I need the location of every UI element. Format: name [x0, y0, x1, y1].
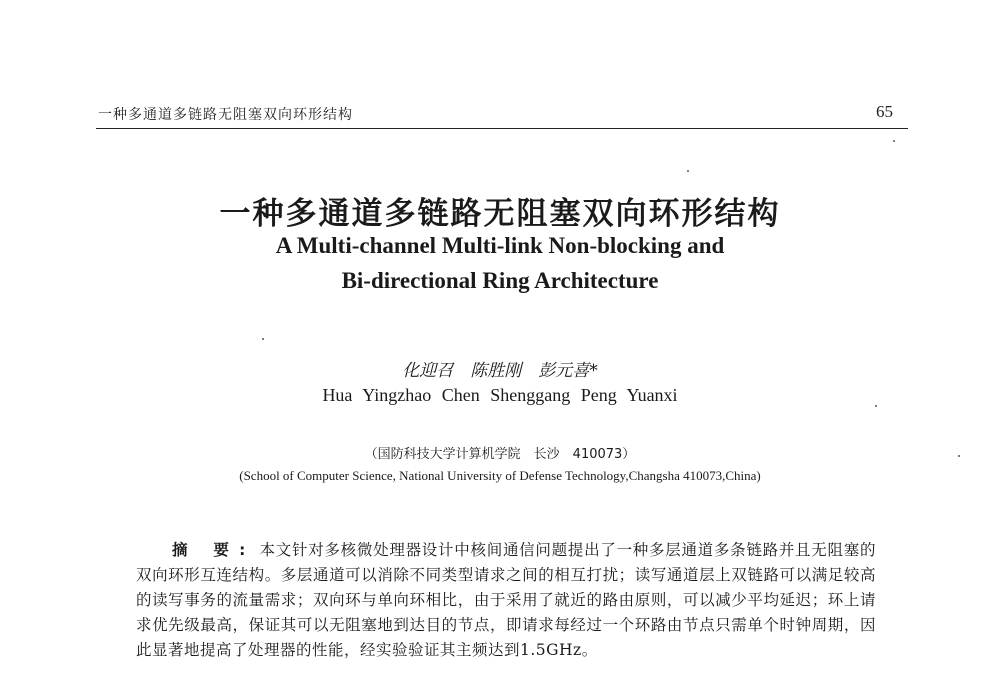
scan-speck [262, 338, 264, 340]
scan-speck [687, 170, 689, 172]
affiliation-chinese: （国防科技大学计算机学院 长沙 410073） [364, 447, 636, 462]
title-chinese: 一种多通道多链路无阻塞双向环形结构 [219, 196, 781, 232]
affiliation-english: (School of Computer Science, National University of Defense Technology,Changsha 410073,China) [239, 468, 761, 483]
scan-speck [893, 140, 895, 142]
running-header-title: 一种多通道多链路无阻塞双向环形结构 [98, 107, 353, 123]
abstract [136, 538, 876, 663]
scan-speck [958, 455, 960, 457]
authors-english: Hua Yingzhao Chen Shenggang Peng Yuanxi [322, 385, 678, 405]
header-rule [96, 128, 908, 129]
page-number: 65 [876, 102, 893, 121]
scan-speck [875, 405, 877, 407]
abstract-text: 本文针对多核微处理器设计中核间通信问题提出了一种多层通道多条链路并且无阻塞的双向环形互连结构。多层通道可以消除不同类型请求之间的相互打扰；读写通道层上双链路可以满足较高的读写事务的流量需求；双向环与单向环相比，由于采用了就近的路由原则，可以减少平均延迟；环上请求优先级最高，保证其可以无阻塞地到达目的节点，即请求每经过一个环路由节点只需单个时钟周期，因此显著地提高了处理器的性能，经实验验证其主频达到1.5GHz。 [136, 541, 876, 659]
abstract-label: 摘 要: [172, 541, 256, 559]
title-english-line-1: A Multi-channel Multi-link Non-blocking and [275, 233, 725, 258]
title-english-line-2: Bi-directional Ring Architecture [341, 268, 659, 293]
authors-chinese: 化迎召 陈胜刚 彭元喜* [402, 361, 598, 381]
